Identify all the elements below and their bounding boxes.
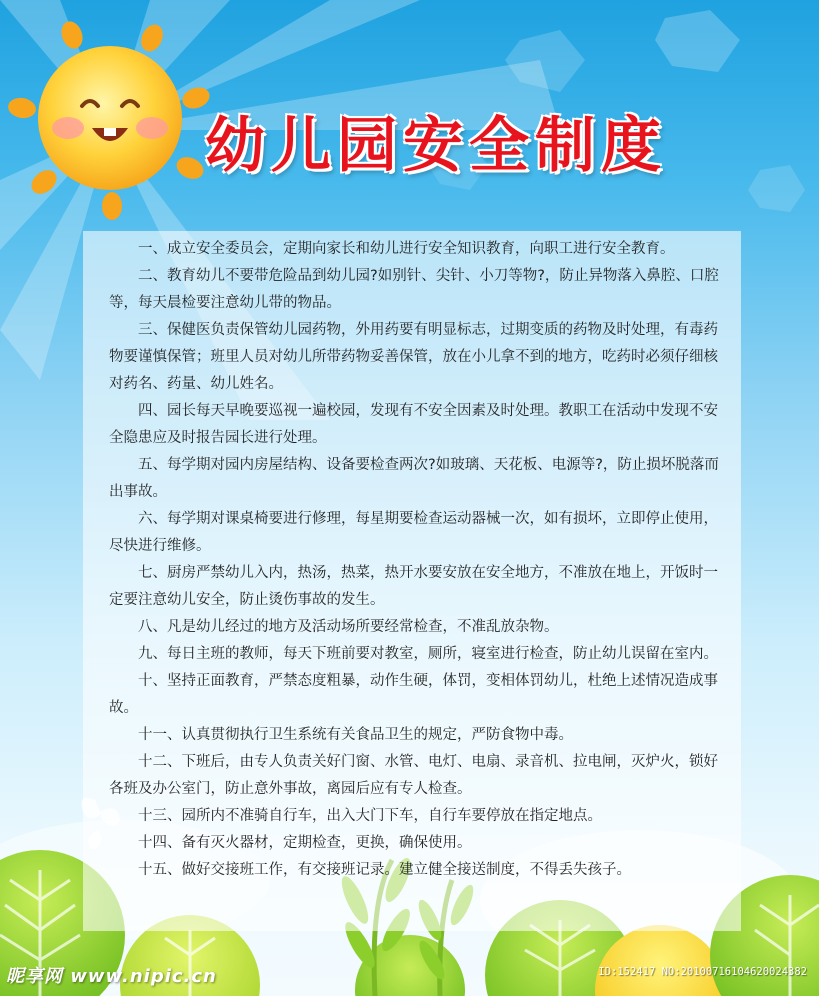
rule-item: 九、每日主班的教师，每天下班前要对教室，厕所，寝室进行检查，防止幼儿误留在室内。 xyxy=(138,646,718,662)
rules-list xyxy=(109,236,727,884)
rule-item: 十二、下班后，由专人负责关好门窗、水管、电灯、电扇、录音机、拉电闸，灭炉火，锁好各班及办公室门，防止意外事故，离园后应有专人检查。 xyxy=(109,754,718,797)
rule-item: 三、保健医负责保管幼儿园药物，外用药要有明显标志，过期变质的药物及时处理，有毒药物要谨慎保管；班里人员对幼儿所带药物妥善保管，放在小儿拿不到的地方，吃药时必须仔细核对药名、药量、幼儿姓名。 xyxy=(109,322,718,392)
rule-item: 十一、认真贯彻执行卫生系统有关食品卫生的规定，严防食物中毒。 xyxy=(138,727,573,743)
rule-item: 一、成立安全委员会，定期向家长和幼儿进行安全知识教育，向职工进行安全教育。 xyxy=(138,241,675,257)
rules-panel xyxy=(83,231,741,931)
rule-item: 二、教育幼儿不要带危险品到幼儿园?如别针、尖针、小刀等物?，防止异物落入鼻腔、口腔等，每天晨检要注意幼儿带的物品。 xyxy=(109,268,719,311)
rule-item: 七、厨房严禁幼儿入内，热汤，热菜，热开水要安放在安全地方，不准放在地上，开饭时一定要注意幼儿安全，防止烫伤事故的发生。 xyxy=(109,565,718,608)
page-title: 幼儿园安全制度 xyxy=(205,111,667,181)
rule-item: 五、每学期对园内房屋结构、设备要检查两次?如玻璃、天花板、电源等?，防止损坏脱落而出事故。 xyxy=(109,457,719,500)
rule-item: 十、坚持正面教育，严禁态度粗暴，动作生硬，体罚，变相体罚幼儿，杜绝上述情况造成事故。 xyxy=(109,673,718,716)
rule-item: 十五、做好交接班工作，有交接班记录。建立健全接送制度，不得丢失孩子。 xyxy=(138,862,631,878)
rule-item: 十四、备有灭火器材，定期检查，更换，确保使用。 xyxy=(138,835,472,851)
watermark-id: ID:152417 NO:20100716104620024382 xyxy=(598,966,807,978)
rule-item: 十三、园所内不准骑自行车，出入大门下车，自行车要停放在指定地点。 xyxy=(138,808,602,824)
rule-item: 六、每学期对课桌椅要进行修理，每星期要检查运动器械一次，如有损坏，立即停止使用，尽快进行维修。 xyxy=(109,511,718,554)
watermark-logo: 昵享网 www.nipic.cn xyxy=(6,966,217,987)
rule-item: 八、凡是幼儿经过的地方及活动场所要经常检查，不准乱放杂物。 xyxy=(138,619,559,635)
rule-item: 四、园长每天早晚要巡视一遍校园，发现有不安全因素及时处理。教职工在活动中发现不安全隐患应及时报告园长进行处理。 xyxy=(109,403,718,446)
